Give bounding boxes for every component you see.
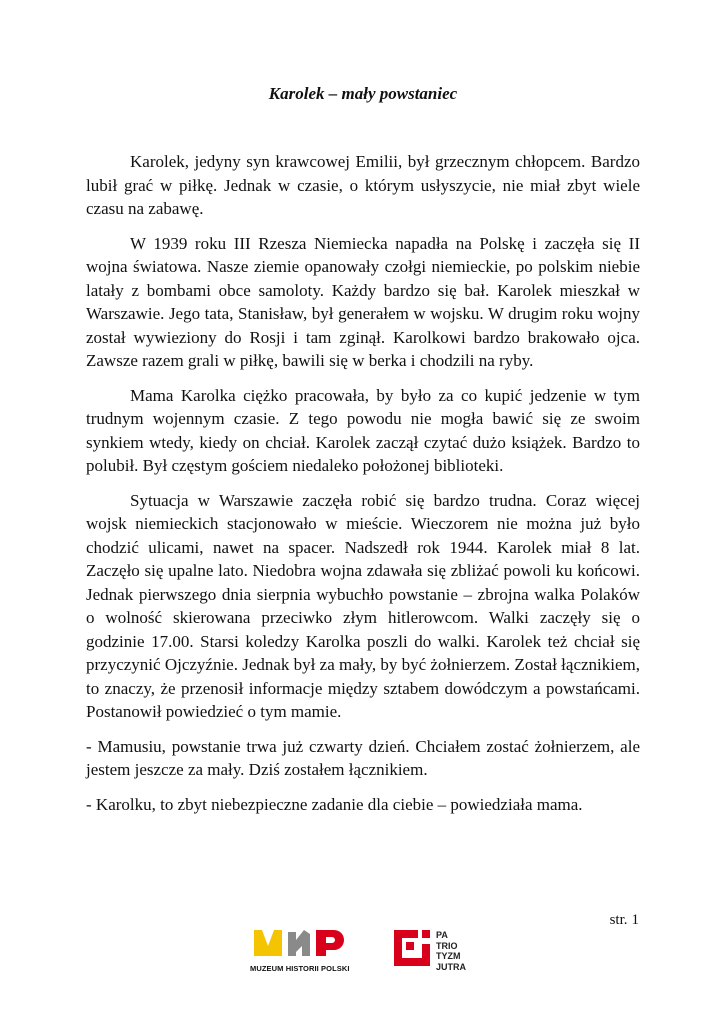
paragraph-2: W 1939 roku III Rzesza Niemiecka napadła na Polskę i zaczęła się II wojna światowa. Nasze ziemie opanowały czołgi niemieckie, po polskim niebie latały z bombami obce samoloty. Każdy bardzo się bał. Karolek mieszkał w Warszawie. Jego tata, Stanisław, był generałem w wojsku. W drugim roku wojny został wywieziony do Rosji i tam zginął. Karolkowi bardzo brakowało ojca. Zawsze razem grali w piłkę, bawili się w berka i chodzili na ryby. (86, 233, 640, 370)
page-number (606, 912, 639, 929)
mhp-logo-caption: MUZEUM HISTORII POLSKI (250, 964, 350, 973)
document-body (86, 150, 640, 827)
ptj-line-3: TYZM (436, 951, 461, 961)
ptj-line-2: TRIO (436, 940, 458, 951)
dialogue-line-2: - Karolku, to zbyt niebezpieczne zadanie dla ciebie – powiedziała mama. (86, 794, 583, 814)
museum-history-poland-logo (250, 924, 370, 980)
page-number-value: 1 (631, 912, 639, 928)
ptj-logo-text (436, 930, 466, 972)
ptj-line-4: JUTRA (436, 961, 467, 972)
mhp-logo-icon (250, 924, 370, 964)
ptj-logo-icon (390, 926, 434, 970)
paragraph-4: Sytuacja w Warszawie zaczęła robić się bardzo trudna. Coraz więcej wojsk niemieckich stacjonowało w mieście. Wieczorem nie można już było chodzić ulicami, nawet na spacer. Nadszedł rok 1944. Karolek miał 8 lat. Zaczęło się upalne lato. Niedobra wojna zdawała się zbliżać powoli ku końcowi. Jednak pierwszego dnia sierpnia wybuchło powstanie – zbrojna walka Polaków o wolność skierowana przeciwko złym hitlerowcom. Walki zaczęły się o godzinie 17.00. Starsi koledzy Karolka poszli do walki. Karolek też chciał się przyczynić Ojczyźnie. Jednak był za mały, by być żołnierzem. Został łącznikiem, to znaczy, że przenosił informacje między sztabem dowódczym a powstańcami. Postanowił powiedzieć o tym mamie. (86, 490, 641, 721)
footer-logos (250, 924, 490, 984)
patriotyzm-jutra-logo (390, 926, 490, 982)
paragraph-1: Karolek, jedyny syn krawcowej Emilii, był grzecznym chłopcem. Bardzo lubił grać w piłkę. Jednak w czasie, o którym usłyszycie, nie miał zbyt wiele czasu na zabawę. (86, 152, 640, 218)
document-title: Karolek – mały powstaniec (268, 84, 458, 103)
paragraph-3: Mama Karolka ciężko pracowała, by było za co kupić jedzenie w tym trudnym wojennym czasie. Z tego powodu nie mogła bawić się ze swoim synkiem wtedy, kiedy on chciał. Karolek zaczął czytać dużo książek. Bardzo to polubił. Był częstym gościem niedaleko położonej biblioteki. (86, 385, 640, 475)
ptj-line-1: PA (436, 930, 448, 940)
page-label: str. (609, 912, 628, 928)
dialogue-line-1: - Mamusiu, powstanie trwa już czwarty dzień. Chciałem zostać żołnierzem, ale jestem jeszcze za mały. Dziś zostałem łącznikiem. (86, 736, 640, 779)
